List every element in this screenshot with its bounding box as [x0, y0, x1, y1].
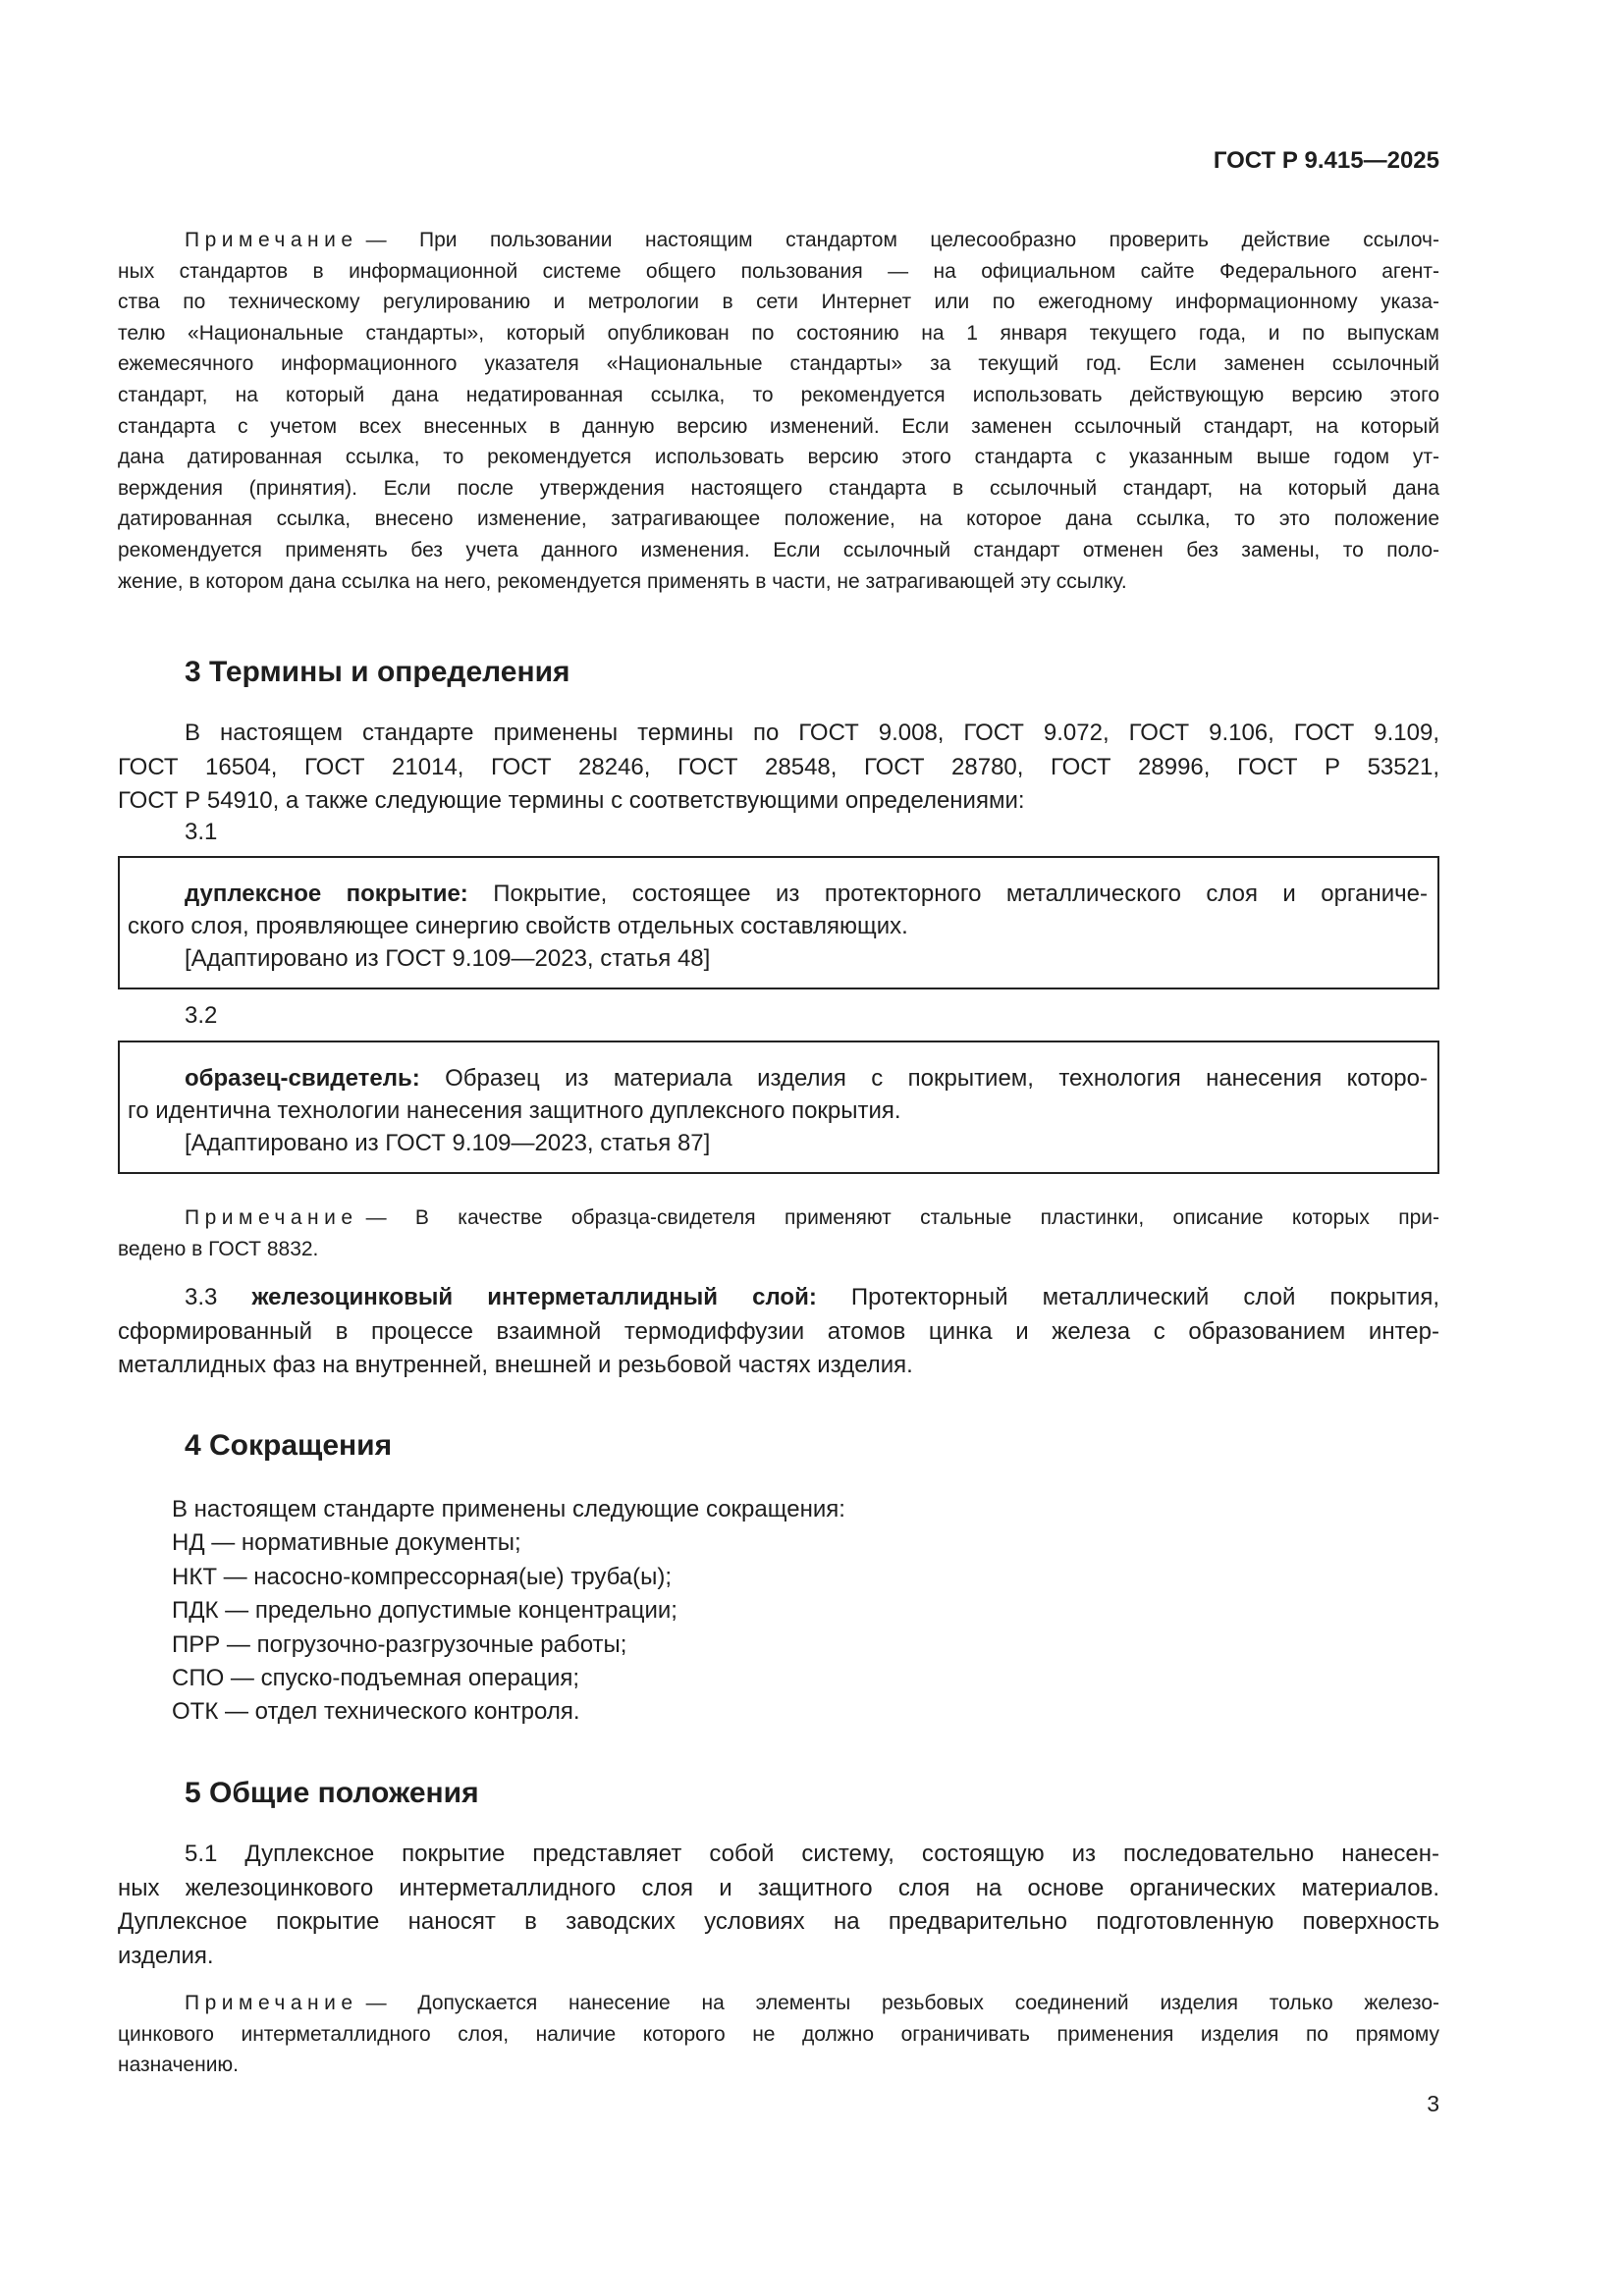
- term-name: железоцинковый интерметаллидный слой:: [251, 1284, 817, 1310]
- text-line: [118, 504, 1439, 535]
- list-item: ПДК — предельно допустимые концентрации;: [172, 1597, 677, 1625]
- text-line: [118, 473, 1439, 505]
- page-number: 3: [1427, 2091, 1439, 2116]
- list-item: ОТК — отдел технического контроля.: [172, 1698, 580, 1726]
- term-name: дуплексное покрытие:: [185, 881, 468, 907]
- line-text: изделия.: [118, 1942, 214, 1969]
- text-line: [118, 411, 1439, 443]
- text-line: [118, 1202, 1439, 1234]
- text-line: [128, 910, 1428, 942]
- line-text: ведено в ГОСТ 8832.: [118, 1237, 319, 1260]
- line-text: ства по техническому регулированию и метрологии в сети Интернет или по ежегодному информационному указа-: [118, 291, 1439, 314]
- list-item: В настоящем стандарте применены следующие сокращения:: [172, 1496, 845, 1522]
- line-text: ежемесячного информационного указателя «Национальные стандарты» за текущий год. Если заменен ссылочный: [118, 352, 1439, 376]
- line-text: В настоящем стандарте применены термины по ГОСТ 9.008, ГОСТ 9.072, ГОСТ 9.106, ГОСТ 9.109,: [185, 720, 1439, 746]
- line-text: назначению.: [118, 2054, 240, 2077]
- line-text: — Допускается нанесение на элементы резьбовых соединений изделия только железо-: [365, 1992, 1439, 2014]
- list-item: ПРР — погрузочно-разгрузочные работы;: [172, 1630, 627, 1658]
- term-number: [185, 819, 1506, 846]
- line-text: жение, в котором дана ссылка на него, рекомендуется применять в части, не затрагивающей эту ссылку.: [118, 569, 1127, 593]
- line-text: 5.1 Дуплексное покрытие представляет собой систему, состоящую из последовательно нанесен-: [185, 1841, 1439, 1867]
- text-line: [128, 878, 1428, 910]
- line-text: сформированный в процессе взаимной термодиффузии атомов цинка и железа с образованием интер-: [118, 1317, 1439, 1345]
- line-text: Покрытие, состоящее из протекторного металлического слоя и органиче-: [493, 881, 1428, 907]
- abbreviation-list: [172, 1493, 1493, 1730]
- text-line: [118, 751, 1439, 785]
- text-line: [118, 1872, 1439, 1906]
- note-paragraph: [118, 1988, 1439, 2081]
- text-line: [128, 1062, 1428, 1095]
- line-text: — При пользовании настоящим стандартом целесообразно проверить действие ссылоч-: [365, 229, 1439, 251]
- text-line: [118, 1905, 1439, 1940]
- term-name: образец-свидетель:: [185, 1065, 420, 1092]
- line-text: ского слоя, проявляющее синергию свойств отдельных составляющих.: [128, 913, 908, 939]
- line-text: рекомендуется применять без учета данного изменения. Если ссылочный стандарт отменен без замены, то поло-: [118, 538, 1439, 561]
- text-line: [118, 1281, 1439, 1315]
- line-text: датированная ссылка, внесено изменение, затрагивающее положение, на которое дана ссылка, то это положение: [118, 507, 1439, 531]
- term-source: [Адаптировано из ГОСТ 9.109—2023, статья 48]: [185, 945, 711, 972]
- note-label: Примечание: [185, 1206, 358, 1229]
- list-item: НД — нормативные документы;: [172, 1529, 521, 1557]
- text-line: [118, 1940, 1439, 1974]
- line-text: верждения (принятия). Если после утверждения настоящего стандарта в ссылочный стандарт, на который дана: [118, 476, 1439, 500]
- line-text: ных стандартов в информационной системе общего пользования — на официальном сайте Федерального агент-: [118, 259, 1439, 283]
- paragraph: [118, 1838, 1439, 1973]
- line-text: ГОСТ 16504, ГОСТ 21014, ГОСТ 28246, ГОСТ 28548, ГОСТ 28780, ГОСТ 28996, ГОСТ Р 53521,: [118, 753, 1439, 780]
- paragraph: [118, 717, 1439, 819]
- term-number-text: 3.1: [185, 819, 218, 845]
- text-line: [118, 717, 1439, 751]
- line-text: металлидных фаз на внутренней, внешней и резьбовой частях изделия.: [118, 1352, 913, 1378]
- text-line: [118, 442, 1439, 473]
- text-line: [118, 1838, 1439, 1872]
- text-line: [118, 2050, 1439, 2081]
- text-line: [118, 535, 1439, 566]
- text-line: [118, 225, 1439, 256]
- text-line: [118, 1349, 1439, 1383]
- line-text: цинкового интерметаллидного слоя, наличие которого не должно ограничивать применения изделия по прямому: [118, 2022, 1439, 2046]
- line-text: дана датированная ссылка, то рекомендуется использовать версию этого стандарта с указанным выше годом ут-: [118, 446, 1439, 469]
- line-text: стандарта с учетом всех внесенных в данную версию изменений. Если заменен ссылочный стандарт, на который: [118, 414, 1439, 438]
- term-definition-box: [118, 856, 1439, 989]
- text-line: [118, 2019, 1439, 2051]
- heading-text: 3 Термины и определения: [185, 656, 570, 688]
- text-line: [118, 348, 1439, 380]
- text-line: [118, 256, 1439, 288]
- note-paragraph: [118, 225, 1439, 597]
- term-source: [Адаптировано из ГОСТ 9.109—2023, статья 87]: [185, 1130, 711, 1156]
- section-heading: [185, 1429, 1506, 1463]
- text-line: [118, 318, 1439, 349]
- text-line: [118, 1234, 1439, 1265]
- section-heading: [185, 656, 1506, 689]
- text-line: [118, 1315, 1439, 1350]
- line-text: ных железоцинкового интерметаллидного слоя и защитного слоя на основе органических материалов.: [118, 1874, 1439, 1901]
- note-label: Примечание: [185, 1992, 358, 2014]
- line-text: ГОСТ Р 54910, а также следующие термины с соответствующими определениями:: [118, 787, 1025, 814]
- line-text: стандарт, на который дана недатированная ссылка, то рекомендуется использовать действующую версию этого: [118, 383, 1439, 406]
- paragraph: [118, 1281, 1439, 1383]
- line-text: Образец из материала изделия с покрытием, технология нанесения которо-: [445, 1065, 1428, 1092]
- line-text: — В качестве образца-свидетеля применяют стальные пластинки, описание которых при-: [365, 1206, 1439, 1229]
- section-heading: [185, 1777, 1506, 1810]
- text-line: [118, 1988, 1439, 2019]
- term-number: 3.3: [185, 1284, 218, 1310]
- document-header-id: ГОСТ Р 9.415—2025: [1213, 147, 1439, 174]
- list-item: НКТ — насосно-компрессорная(ые) труба(ы);: [172, 1563, 673, 1590]
- text-line: [118, 380, 1439, 411]
- note-label: Примечание: [185, 229, 358, 251]
- list-item: СПО — спуско-подъемная операция;: [172, 1664, 580, 1691]
- note-paragraph: [118, 1202, 1439, 1264]
- heading-text: 4 Сокращения: [185, 1429, 393, 1462]
- line-text: Протекторный металлический слой покрытия,: [850, 1284, 1439, 1310]
- text-line: [118, 566, 1439, 598]
- term-definition-box: [118, 1041, 1439, 1174]
- term-number: [185, 1002, 1506, 1030]
- line-text: телю «Национальные стандарты», который опубликован по состоянию на 1 января текущего года, и по выпускам: [118, 321, 1439, 345]
- line-text: Дуплексное покрытие наносят в заводских условиях на предварительно подготовленную поверхность: [118, 1908, 1439, 1935]
- line-text: го идентична технологии нанесения защитного дуплексного покрытия.: [128, 1097, 901, 1124]
- term-number-text: 3.2: [185, 1002, 218, 1029]
- text-line: [128, 1095, 1428, 1127]
- text-line: [118, 287, 1439, 318]
- text-line: [118, 784, 1439, 819]
- heading-text: 5 Общие положения: [185, 1777, 479, 1809]
